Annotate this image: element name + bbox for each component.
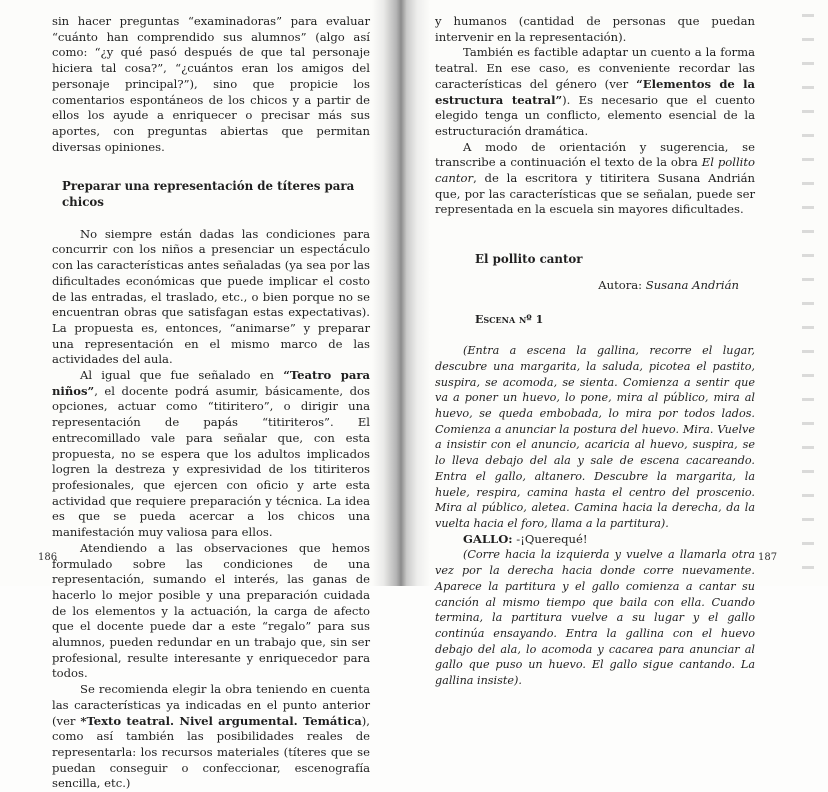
continuation-paragraph: y humanos (cantidad de personas que puedan intervenir en la representación). <box>435 14 755 44</box>
book-spine-gutter <box>372 0 430 586</box>
section-heading: Preparar una representación de títeres para chicos <box>62 179 355 210</box>
stage-direction-1: (Entra a escena la gallina, recorre el lugar, descubre una margarita, la saluda, picotea el pastito, suspira, se acomoda, se sienta. Comienza a sentir que va a poner un huevo, lo pone, mira al público, mira al huevo, se queda embobada, lo mira por todos lados. Comienza a anunciar la postura del huevo. Mira. Vuelve a insistir con el anuncio, acaricia al huevo, suspira, se lo lleva debajo del ala y sale de escena cacareando. Entra el gallo, altanero. Descubre la margarita, la huele, respira, camina hasta el centro del proscenio. Mira al público, aletea. Camina hacia la derecha, da la vuelta hacia el foro, llama a la partitura). <box>435 344 755 530</box>
work-title-inline: El pollito cantor <box>435 155 755 186</box>
dialogue-line: GALLO: -¡Querequé! <box>463 531 588 546</box>
right-page-body <box>435 14 755 689</box>
stage-direction-2: (Corre hacia la izquierda y vuelve a llamarla otra vez por la derecha hacia donde corre nuevamente. Aparece la partitura y el gallo comienza a cantar su canción al mismo tiempo que baila con ella. Cuando termina, la partitura vuelve a su lugar y el gallo continúa ensayando. Entra la gallina con el huevo debajo del ala, lo acomoda y cacarea para anunciar al gallo que puso un huevo. El gallo sigue cantando. La gallina insiste). <box>435 548 755 688</box>
play-title: El pollito cantor <box>475 252 583 267</box>
continuation-paragraph: sin hacer preguntas “examinadoras” para evaluar “cuánto han comprendido sus alumnos” (algo así como: “¿y qué pasó después de que tal personaje hiciera tal cosa?”, “¿cuántos eran los amigos del personaje principal?”), sino que propicie los comentarios espontáneos de los chicos y a partir de ellos los ayude a enriquecer o precisar más sus aportes, con preguntas abiertas que permitan diversas opiniones. <box>52 14 370 154</box>
cross-reference-texto-teatral: *Texto teatral. Nivel argumental. Temática <box>80 713 362 728</box>
page-edge-shadow <box>802 0 814 586</box>
left-page-body <box>52 14 370 792</box>
cross-reference-elementos: “Elementos de la estructura teatral” <box>435 76 755 107</box>
page-number-right: 187 <box>758 552 778 563</box>
paragraph-3: Atendiendo a las observaciones que hemos formulado sobre las condiciones de una representación, sumando el interés, las ganas de hacerlo lo mejor posible y una preparación cuidada de los elementos y la actuación, la carga de afecto que el docente puede dar a este “regalo” para sus alumnos, pueden redundar en un trabajo que, sin ser profesional, resulte interesante y enriquecedor para todos. <box>52 540 370 681</box>
speaker-name: GALLO: <box>463 531 513 546</box>
page-number-left: 186 <box>38 552 58 563</box>
scene-label: Escena nº 1 <box>475 312 544 326</box>
right-page <box>400 0 828 688</box>
paragraph-2: A modo de orientación y sugerencia, se transcribe a continuación el texto de la obra El pollito cantor, de la escritora y titiritera Susana Andrián que, por las características que se señalan, puede ser representada en la escuela sin mayores dificultades. <box>435 139 755 217</box>
author-name: Susana Andrián <box>645 277 739 292</box>
author-line: Autora: Susana Andrián <box>598 277 739 292</box>
paragraph-2: Al igual que fue señalado en “Teatro para niños”, el docente podrá asumir, básicamente, dos opciones, actuar como “titiritero”, o dirigir una representación de papás “titiriteros”. El entrecomillado vale para señalar que, con esta propuesta, no se espera que los adultos implicados logren la destreza y expresividad de los titiriteros profesionales, que ejercen con oficio y arte esta actividad que requiere preparación y técnica. La idea es que se pueda acercar a los chicos una manifestación muy valiosa para ellos. <box>52 368 370 540</box>
paragraph-1: También es factible adaptar un cuento a la forma teatral. En ese caso, es conveniente recordar las características del género (ver “Elementos de la estructura teatral”). Es necesario que el cuento elegido tenga un conflicto, elemento esencial de la estructuración dramática. <box>435 45 755 138</box>
left-page <box>0 0 392 791</box>
paragraph-1: No siempre están dadas las condiciones para concurrir con los niños a presenciar un espectáculo con las características antes señaladas (ya sea por las dificultades económicas que puede implicar el costo de las entradas, el traslado, etc., o bien porque no se encuentran obras que satisfagan estas expectativas). La propuesta es, entonces, “animarse” y preparar una representación en el mismo marco de las actividades del aula. <box>52 226 370 367</box>
paragraph-4: Se recomienda elegir la obra teniendo en cuenta las características ya indicadas en el punto anterior (ver *Texto teatral. Nivel argumental. Temática), como así también las posibilidades reales de representarla: los recursos materiales (títeres que se puedan conseguir o confeccionar, escenografía sencilla, etc.) <box>52 682 370 791</box>
cross-reference-teatro-para-ninos: “Teatro para niños” <box>52 368 370 398</box>
